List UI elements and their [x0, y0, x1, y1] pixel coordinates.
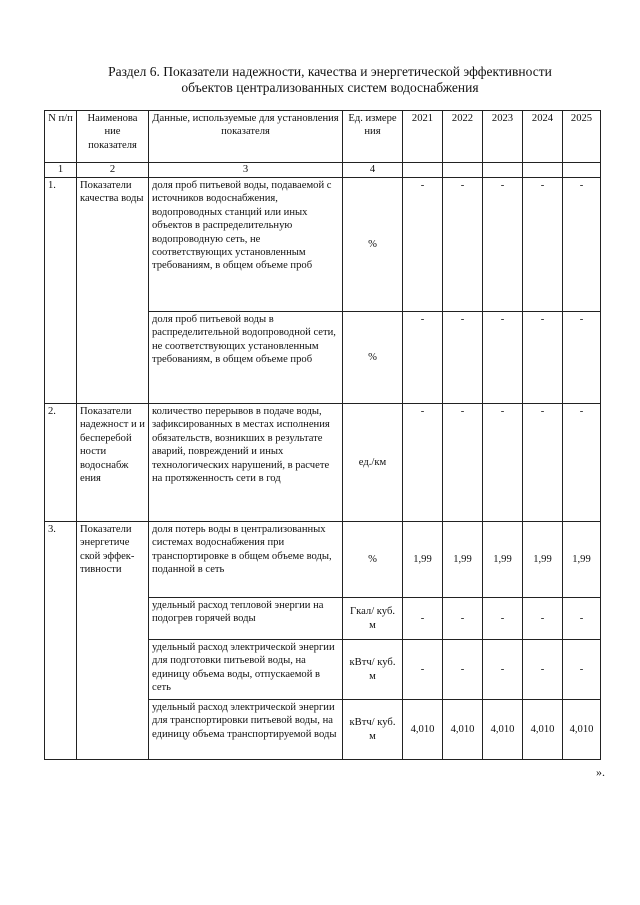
- value-cell: 4,010: [483, 700, 523, 760]
- column-number: 2: [77, 163, 149, 178]
- header-year: 2024: [523, 111, 563, 163]
- group-number: 3.: [45, 522, 77, 760]
- indicator-text: доля проб питьевой воды в распределительной водопроводной сети, не соответствующих установленным требованиям, в общем объеме проб: [149, 312, 343, 404]
- section-heading-line-1: Раздел 6. Показатели надежности, качества и энергетической эффективности: [108, 64, 552, 79]
- value-cell: -: [483, 178, 523, 312]
- section-heading-line-2: объектов централизованных систем водоснабжения: [181, 80, 479, 95]
- header-year: 2025: [563, 111, 601, 163]
- value-cell: 1,99: [483, 522, 523, 598]
- value-cell: 1,99: [403, 522, 443, 598]
- value-cell: -: [443, 598, 483, 640]
- unit-cell: %: [343, 312, 403, 404]
- value-cell: -: [563, 312, 601, 404]
- group-number: 2.: [45, 404, 77, 522]
- value-cell: -: [443, 404, 483, 522]
- value-cell: -: [483, 640, 523, 700]
- table-row: [45, 404, 601, 522]
- indicator-text: доля потерь воды в централизованных системах водоснабжения при транспортировке в общем объеме воды, поданной в сеть: [149, 522, 343, 598]
- value-cell: -: [483, 312, 523, 404]
- value-cell: -: [483, 598, 523, 640]
- unit-cell: %: [343, 522, 403, 598]
- value-cell: -: [443, 640, 483, 700]
- indicator-text: удельный расход тепловой энергии на подогрев горячей воды: [149, 598, 343, 640]
- column-number-row: [45, 163, 601, 178]
- indicator-text: количество перерывов в подаче воды, зафиксированных в местах исполнения обязательств, возникших в результате аварий, повреждений и иных технологических нарушений, в расчете на протяженность сети в год: [149, 404, 343, 522]
- value-cell: -: [523, 640, 563, 700]
- value-cell: -: [443, 312, 483, 404]
- value-cell: 4,010: [523, 700, 563, 760]
- unit-cell: ед./км: [343, 404, 403, 522]
- closing-quote: ».: [596, 765, 605, 779]
- indicator-text: удельный расход электрической энергии для подготовки питьевой воды, на единицу объема воды, отпускаемой в сеть: [149, 640, 343, 700]
- indicator-text: удельный расход электрической энергии для транспортировки питьевой воды, на единицу объема транспортируемой воды: [149, 700, 343, 760]
- table-row: [45, 522, 601, 598]
- header-unit: Ед. измере ния: [343, 111, 403, 163]
- value-cell: -: [403, 178, 443, 312]
- value-cell: -: [443, 178, 483, 312]
- column-number: 1: [45, 163, 77, 178]
- group-name: Показатели надежност и и бесперебой ности водоснабж ения: [77, 404, 149, 522]
- table-header-row: [45, 111, 601, 163]
- indicator-text: доля проб питьевой воды, подаваемой с источников водоснабжения, водопроводных станций или иных объектов в распределительную водопроводную сеть, не соответствующих установленным требованиям, в общем объеме проб: [149, 178, 343, 312]
- value-cell: -: [523, 598, 563, 640]
- unit-cell: кВтч/ куб. м: [343, 640, 403, 700]
- unit-cell: кВтч/ куб. м: [343, 700, 403, 760]
- value-cell: -: [523, 178, 563, 312]
- value-cell: -: [563, 404, 601, 522]
- header-year: 2021: [403, 111, 443, 163]
- value-cell: 4,010: [563, 700, 601, 760]
- value-cell: -: [523, 312, 563, 404]
- value-cell: -: [403, 640, 443, 700]
- value-cell: -: [403, 404, 443, 522]
- value-cell: -: [563, 178, 601, 312]
- header-year: 2023: [483, 111, 523, 163]
- header-name: Наименова ние показателя: [77, 111, 149, 163]
- value-cell: -: [403, 312, 443, 404]
- group-number: 1.: [45, 178, 77, 404]
- column-number: 4: [343, 163, 403, 178]
- value-cell: 1,99: [563, 522, 601, 598]
- value-cell: -: [563, 640, 601, 700]
- header-year: 2022: [443, 111, 483, 163]
- value-cell: -: [563, 598, 601, 640]
- value-cell: -: [403, 598, 443, 640]
- section-heading: [60, 64, 600, 96]
- value-cell: 1,99: [443, 522, 483, 598]
- unit-cell: %: [343, 178, 403, 312]
- header-num: N п/п: [45, 111, 77, 163]
- value-cell: -: [483, 404, 523, 522]
- header-data: Данные, используемые для установления показателя: [149, 111, 343, 163]
- indicators-table: [44, 110, 601, 760]
- table-row: [45, 178, 601, 312]
- group-name: Показатели энергетиче ской эффек- тивности: [77, 522, 149, 760]
- value-cell: 4,010: [443, 700, 483, 760]
- value-cell: 1,99: [523, 522, 563, 598]
- unit-cell: Гкал/ куб. м: [343, 598, 403, 640]
- value-cell: 4,010: [403, 700, 443, 760]
- group-name: Показатели качества воды: [77, 178, 149, 404]
- value-cell: -: [523, 404, 563, 522]
- column-number: 3: [149, 163, 343, 178]
